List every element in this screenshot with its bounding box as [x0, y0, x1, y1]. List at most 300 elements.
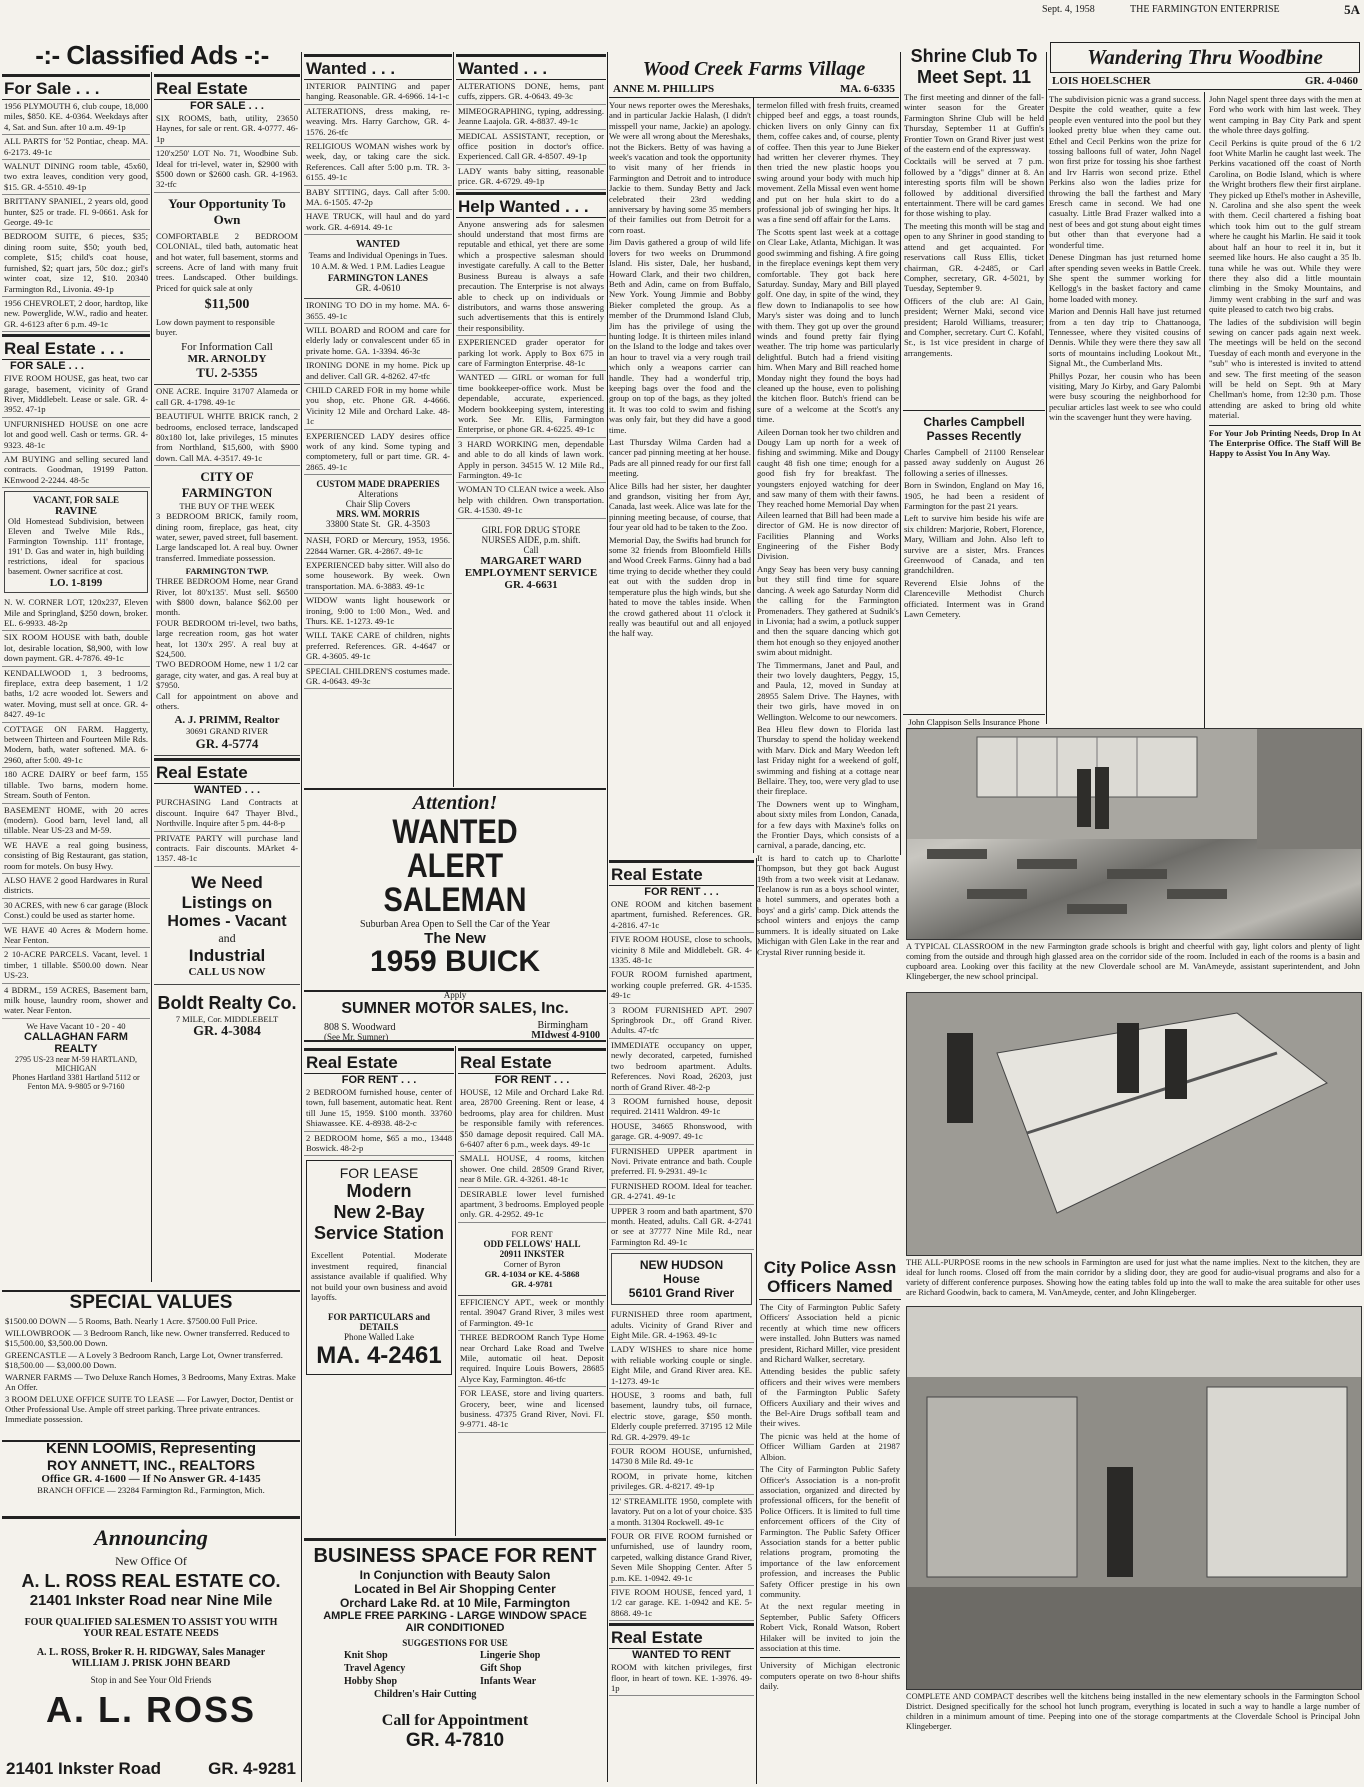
opportunity-phone: TU. 2-5355 — [196, 365, 258, 381]
city-agent: A. J. PRIMM, Realtor — [174, 714, 280, 727]
masthead-paper: THE FARMINGTON ENTERPRISE — [1130, 4, 1280, 15]
campbell-title: Charles Campbell Passes Recently — [923, 415, 1025, 443]
masthead — [1042, 2, 1360, 18]
wanted-ad: EXPERIENCED baby sitter. Will also do some housework. By week. Own transportation. MA. 6-3883. 49-1c — [304, 559, 452, 594]
business-uses — [304, 1648, 606, 1708]
announcing-l5: Stop in and See Your Old Friends — [90, 1675, 212, 1685]
re-ad: AM BUYING and selling secured land contracts. Goodman, 19199 Patton. KEnwood 2-2244. 48-5c — [2, 453, 150, 488]
woodcreek-paragraph: Jim Davis gathered a group of wild life lovers for two weeks on Drummond Island. His sister, Dale, her husband, Howard Clark, and their two children, Beth and Adin, came on from Buffalo, New York. Young Jimmie and Bobby Bieker completed the group. As a member of the Drummond Island Club, Jim has the privilege of using the hunting lodge. It is thirteen miles inland on the Island to the lodge and takes over an hour to travel via a very rough trail which only a weapons carrier can handle. They had a wonderful trip, keeping bags over the food and the group on top of the bags, as they jolted it. It was too cold to swim and fishing was only fair, but they did have a good time. — [609, 237, 751, 435]
special-item: 3 ROOM DELUXE OFFICE SUITE TO LEASE — For Lawyer, Doctor, Dentist or Other Professional Use. Ample off street parking. Three private entrances. Immediate possession. — [5, 1394, 294, 1424]
rent-ad: LADY WISHES to share nice home with reliable working couple or single. Eight Mile, and Grand River area. KE. 1-1273. 49-1c — [609, 1343, 754, 1389]
rent-wanted-ad: ROOM with kitchen privileges, first floor, in heart of town. KE. 1-3976. 49-1p — [609, 1661, 754, 1696]
woodcreek-phone: MA. 6-6335 — [840, 83, 895, 95]
re-wanted-ad: PURCHASING Land Contracts at discount. Inquire 647 Thayer Blvd., Northville. Inquire after 5 pm. 44-8-p — [154, 796, 300, 831]
rent-ad: THREE BEDROOM Ranch Type Home near Orchard Lake Road and Twelve Mile, automatic oil heat. Deposit required. Inquire Louis Bowers, 28685 Alyce Kay, Farmington. 46-tfc — [458, 1331, 606, 1387]
lanes-name: FARMINGTON LANES — [327, 274, 429, 285]
woodcreek-paragraph: Alice Bills had her sister, her daughter and grandson, visiting her from Ayr, Canada, last week. Alice was late for the pinning meeting because, of course, that four year old had to be taken to the Zoo. — [609, 480, 751, 533]
nurse-phone: GR. 4-6631 — [504, 578, 558, 591]
business-l2: Located in Bel Air Shopping Center — [354, 1582, 556, 1596]
re-ad: COTTAGE ON FARM. Haggerty, between Thirteen and Fourteen Mile Rds. Modern, bath, water softened. MA. 6-2960, after 5:00. 49-1c — [2, 723, 150, 769]
rent-ad: 3 ROOM FURNISHED APT. 2907 Springbrook Dr., off Grand River. Adults. 47-tfc — [609, 1004, 754, 1039]
buick-l3: SALEMAN — [383, 881, 527, 919]
re-ad: SIX ROOMS, bath, utility, 23650 Haynes, for sale or rent. GR. 4-0777. 46-1p — [154, 112, 300, 147]
rent-sub-3: FOR RENT . . . — [644, 886, 719, 898]
vacant-phone: LO. 1-8199 — [49, 577, 103, 590]
special-title: SPECIAL VALUES — [69, 1292, 233, 1313]
need-listings-ad — [154, 867, 300, 985]
hudson-ad — [611, 1253, 752, 1305]
woodcreek-paragraph: It is hard to catch up to Charlotte Thompson, but they got back August 19th from a two week visit at Ledanaw. Teelanow is run as a boys school winter, a hotel summers, and operates both a boys' and a girls' camp. Dick attends the school winters and enjoys the camp summers. It is ideally situated on Lake Michigan with Glen Lake in the rear and Crystal River running beside it. — [757, 852, 899, 957]
loomis-branch: BRANCH OFFICE — 23284 Farmington Rd., Farmington, Mich. — [37, 1485, 265, 1495]
re-ad: 120'x250' LOT No. 71, Woodbine Sub. Ideal for tri-level, water in, $2900 with $500 down or $2600 cash. GR. 4-1963. 32-tfc — [154, 147, 300, 193]
vacant-name: RAVINE — [55, 505, 97, 518]
announcing-l2: FOUR QUALIFIED SALESMEN TO ASSIST YOU WITH YOUR REAL ESTATE NEEDS — [24, 1617, 278, 1639]
for-sale-ad: 1956 CHEVROLET, 2 door, hardtop, like new. Powerglide, W.W., radio and heater. GR. 4-6123 after 6 p.m. 49-1c — [2, 297, 150, 332]
city-sub: THE BUY OF THE WEEK — [179, 501, 275, 512]
for-sale-header: For Sale . . . — [2, 74, 150, 100]
classroom-caption: A TYPICAL CLASSROOM in the new Farmington grade schools is bright and cheerful with gay, light colors and plenty of light coming from the outside and through high glassed area on the corridor side of the room. Included in each of the rooms is a basin and cupboard area. Looking over this facility at the new Cloverdale school are M. VanAmeyde, assistant superintendent, and John Klingeberger, the new school principal. — [906, 942, 1360, 981]
col2-re-sub: FOR SALE . . . — [190, 100, 264, 112]
business-space-ad — [304, 1538, 606, 1787]
woodbine-col-b — [1208, 92, 1362, 728]
buick-car: 1959 BUICK — [369, 945, 541, 978]
ross-logo: A. L. ROSS — [45, 1689, 257, 1730]
drapes-contact — [306, 519, 450, 529]
announcing-title: Announcing — [94, 1525, 208, 1550]
woodbine-paragraph: Marion and Dennis Hall have just returned from a ten day trip to Chattanooga, Tennessee, where they visited cousins of Dennis. While they were there they saw all sorts of mountains including Lookout Mt., Signal Mt., the Cumberland Mts. — [1049, 306, 1201, 369]
drapes-name: MRS. WM. MORRIS — [336, 509, 420, 520]
need-l5: Industrial — [188, 945, 266, 965]
inner-divider — [753, 98, 754, 853]
re-wanted-sub: WANTED . . . — [194, 784, 260, 797]
for-sale-ad: 1956 PLYMOUTH 6, club coupe, 18,000 miles, $850. KE. 4-0364. Weekdays after 4, Sat. and Sun. after 10 a.m. 49-1p — [2, 100, 150, 135]
wanted-ad: SPECIAL CHILDREN'S costumes made. GR. 4-0643. 49-3c — [304, 665, 452, 690]
rent-header: Real Estate — [304, 1048, 454, 1074]
shrine-paragraph: The meeting this month will be stag and open to any Shriner in good standing to attend and get acquainted. For reservations call Russ Ellis, ticket chairman, GR. 4-2485, or Carl Compher, secretary, GR. 4-5021, by Tuesday, September 9. — [904, 220, 1044, 294]
wanted-ad: WILL TAKE CARE of children, nights preferred. References. GR. 4-4647 or GR. 4-3605. 49-1c — [304, 629, 452, 664]
business-l1: In Conjunction with Beauty Salon — [359, 1568, 551, 1582]
for-sale-ad: ALL PARTS for '52 Pontiac, cheap. MA. 6-2173. 49-1c — [2, 135, 150, 160]
hudson-l1: NEW HUDSON — [639, 1258, 724, 1273]
woodbine-paragraph: Phillys Pozar, her cousin who has been visiting, Mary Jo Kirby, and Gary Palombi were busy scouring the neighborhood for peculiar articles last week to see who could win the scavenger hunt they were having. — [1049, 370, 1201, 423]
drapes-addr: 33800 State St. — [325, 519, 381, 530]
rent-ad: FURNISHED ROOM. Ideal for teacher. GR. 4-2741. 49-1c — [609, 1180, 754, 1205]
callaghan-addr: 2795 US-23 near M-59 HARTLAND, MICHIGAN — [15, 1054, 137, 1073]
hudson-l2: House — [663, 1272, 700, 1287]
shrine-article — [903, 46, 1045, 446]
rent-ad: EFFICIENCY APT., week or monthly rental. 39047 Grand River, 3 miles west of Farmington. 49-1c — [458, 1296, 606, 1331]
rent-column-a — [304, 1046, 454, 1536]
need-l3: Homes - Vacant — [167, 912, 287, 930]
business-sug: SUGGESTIONS FOR USE — [402, 1638, 508, 1648]
lease-for: FOR LEASE — [339, 1165, 419, 1182]
rent-ad: FOUR ROOM HOUSE, unfurnished, 14730 8 Mile Rd. 49-1c — [609, 1445, 754, 1470]
for-sale-column — [2, 72, 150, 1272]
rent-ad: 3 ROOM furnished house, deposit required. 21411 Waldron. 49-1c — [609, 1095, 754, 1120]
wanted-ad: WILL BOARD and ROOM and care for elderly lady or convalescent under 65 in private home. GA. 1-3394. 46-3c — [304, 324, 452, 359]
buick-l1: WANTED — [392, 813, 518, 851]
police-title: City Police Assn Officers Named — [759, 1258, 901, 1300]
for-sale-ad: WALNUT DINING room table, 45x60, two extra leaves, condition very good, $15. GR. 4-5510. 49-1p — [2, 160, 150, 195]
police-paragraph: The City of Farmington Public Safety Officers' Association held a picnic recently at which time new officers were installed. John Butters was named president, Richard Miller, vice president and Richard Walker, secretary. — [760, 1302, 900, 1365]
city-two: TWO BEDROOM Home, new 1 1/2 car garage, city water, and gas. A real buy at $7950. — [156, 659, 298, 691]
help-ad: 3 HARD WORKING men, dependable and able to do all kinds of lawn work. Apply in person. 34515 W. 12 Mile Rd., Farmington. 49-1c — [456, 438, 606, 484]
announcing-addr: 21401 Inkster Road near Nine Mile — [29, 1592, 273, 1609]
lease-l3: Service Station — [313, 1223, 445, 1244]
business-l4: AMPLE FREE PARKING - LARGE WINDOW SPACE — [323, 1610, 587, 1622]
woodbine-paragraph: John Nagel spent three days with the men at Ford who work with him last week. They went camping in Bay City Park and spent the whole three days golfing. — [1209, 94, 1361, 136]
re-ad: SIX ROOM HOUSE with bath, double lot, desirable location, $8,900, with low down payment. GR. 4-7876. 49-1c — [2, 631, 150, 666]
woodcreek-paragraph: Last Thursday Wilma Carden had a cancer pad pinning meeting at her house. Pads are all pinned ready for our first fall meeting. — [609, 437, 751, 479]
help-ad: EXPERIENCED grader operator for parking lot work. Apply to Box 675 in care of Farmington Enterprise. 48-1c — [456, 336, 606, 371]
business-call: Call for Appointment — [381, 1712, 529, 1729]
lease-phone: MA. 4-2461 — [316, 1342, 442, 1370]
rent-column-b — [458, 1046, 606, 1536]
rent-ad: HOUSE, 34665 Rhonswood, with garage. GR. 4-9097. 49-1c — [609, 1120, 754, 1145]
help-ad: WANTED — GIRL or woman for full time bookkeeper-office work. Must be dependable, accurate, experienced. Modern bookkeeping system, interesting work. See Mr. Ellis, Farmington Enterprise, or phone GR. 4-6225. 49-1c — [456, 371, 606, 437]
rent-ad: 2 BEDROOM home, $65 a mo., 13448 Boswick. 48-2-p — [304, 1132, 454, 1157]
re-wanted-header: Real Estate — [154, 758, 300, 784]
classified-title: -:- Classified Ads -:- — [35, 40, 269, 70]
nurse-name: MARGARET WARD EMPLOYMENT SERVICE — [464, 554, 598, 579]
re-ad: BASEMENT HOME, with 20 acres (modern). Good barn, level land, all tillable. Near US-23 and M-59. — [2, 804, 150, 839]
nurse-l3: Call — [523, 544, 539, 555]
announcing-name: A. L. ROSS REAL ESTATE CO. — [21, 1571, 281, 1591]
rent-ad: FOUR OR FIVE ROOM furnished or unfurnished, use of laundry room, carpeted, walking distance Grand River, Seven Mile Shopping Center. After 5 p.m. KE. 1-0942. 49-1c — [609, 1530, 754, 1586]
drapes-phone: GR. 4-3503 — [387, 519, 430, 530]
ross-bottom-phone: GR. 4-9281 — [208, 1759, 296, 1778]
city-addr: 30691 GRAND RIVER — [185, 726, 269, 737]
hall-ad — [458, 1223, 606, 1296]
re-ad: WE HAVE 40 Acres & Modern home. Near Fenton. — [2, 924, 150, 949]
re-for-sale-header: Real Estate . . . — [2, 334, 150, 360]
re-column-2 — [154, 72, 300, 1282]
lease-part: FOR PARTICULARS and DETAILS — [327, 1312, 431, 1333]
drapes-title: CUSTOM MADE DRAPERIES — [316, 479, 440, 490]
buick-attention: Attention! — [412, 792, 498, 814]
wanted-ad: ALTERATIONS, dress making, re-weaving. Mrs. Harry Garchow, GR. 4-1576. 26-tfc — [304, 105, 452, 140]
wanted-ad: BABY SITTING, days. Call after 5:00. MA. 6-1505. 47-2p — [304, 186, 452, 211]
buick-addr: 808 S. Woodward — [324, 1022, 396, 1033]
campbell-paragraph: Charles Campbell of 21100 Renselear passed away suddenly on August 26 following a series of illnesses. — [904, 447, 1044, 478]
business-l5: AIR CONDITIONED — [405, 1622, 505, 1634]
inner-divider — [1204, 92, 1205, 728]
rent-ad: 2 BEDROOM furnished house, center of town, full basement, automatic heat. Rent till June 15, 1959. $100 month. 33760 Shiawassee. KE. 4-8938. 48-2-c — [304, 1086, 454, 1132]
loomis-agent: KENN LOOMIS, Representing — [45, 1440, 257, 1457]
opportunity-body: COMFORTABLE 2 BEDROOM COLONIAL, tiled bath, automatic heat and hot water, full basement, storms and screens. Acre of land with many fruit trees. Landscaped. Other buildings. Priced for quick sale at only — [156, 230, 298, 293]
masthead-date: Sept. 4, 1958 — [1042, 4, 1095, 15]
woodbine-paragraph: Denese Dingman has just returned home after spending seven weeks in Battle Creek. She spent the summer working for Kellogg's in the basket factory and came home loaded with money. — [1049, 252, 1201, 304]
for-sale-ad: BEDROOM SUITE, 6 pieces, $35; dining room suite, $50; youth bed, complete, $15; child's coat house, furnished, $2; quart jars, 50c doz.; girl's winter coat, size 12, $10. 20340 Farmington Rd., Livonia. 49-1p — [2, 230, 150, 296]
buick-dealer-name: SUMNER MOTOR SALES, Inc. — [341, 1000, 569, 1017]
printing-ad: For Your Job Printing Needs, Drop In At The Enterprise Office. The Staff Will Be Happy to Assist You In Any Way. — [1209, 425, 1361, 459]
city-twp: FARMINGTON TWP. — [185, 566, 269, 577]
need-l4: and — [218, 930, 236, 945]
lease-body: Excellent Potential. Moderate investment required, financial assistance available if qualified. Why not build your own business and avoid layoffs. — [311, 1250, 447, 1303]
use-item: Travel Agency — [344, 1663, 406, 1674]
woodcreek-paragraph: Your news reporter owes the Mereshaks, and in particular Jackie Halash, (I didn't misspell your name, Jackie) an apology. We were all wrong about the Mereshaks, not the Bickers. Betty of was having a week's vacation and took the opportunity to visit many of her friends in Farmington and Detroit and to introduce Jackie to them. Sunday Betty and Jack celebrated their 23rd wedding anniversary by having some 35 members of their families out from Detroit for a corn roast. — [609, 100, 751, 235]
lease-l1: Modern — [346, 1181, 412, 1202]
re-ad: ONE ACRE. Inquire 31707 Alameda or call GR. 4-1798. 49-1c — [154, 385, 300, 410]
all-purpose-photo — [906, 992, 1362, 1256]
boldt-phone: GR. 4-3084 — [193, 1023, 261, 1039]
campbell-paragraph: Reverend Elsie Johns of the Clarenceville Methodist Church officiated. Interment was in Grand Lawn Cemetery. — [904, 577, 1044, 620]
buick-apply: Apply — [443, 990, 467, 1000]
lease-ad — [306, 1160, 452, 1375]
column-divider — [607, 52, 608, 1782]
all-purpose-caption: THE ALL-PURPOSE rooms in the new schools in Farmington are used for just what the name implies. Next to the kitchen, they are ideal for lunch rooms. Closed off from the main corridor by a sliding door, they are good for audio-visual programs and also for a variety of different conference purposes. Showing how the eating tables fold up into the wall to make the area suitable for other uses are Richard Goodwin, back to camera, M. VanAmeyde, center, and John Klingeberger. — [906, 1258, 1360, 1297]
woodbine-article — [1048, 40, 1362, 730]
vacant-body: Old Homestead Subdivision, between Eleven and Twelve Mile Rds., Farmington Township. 111' frontage, 191' D. Gas and water in, high building restrictions, ideal for spacious basement. Owner sacrifice at cost. — [8, 517, 144, 577]
wanted-ad: WIDOW wants light housework or ironing, 9:00 to 1:00 Mon., Wed. and Thurs. KE. 1-1273. 49-1c — [304, 594, 452, 629]
help-wanted-notice: Anyone answering ads for salesmen should understand that most firms are reputable and ethical, yet there are some which a prospective salesman should investigate carefully. A call to the Better Business Bureau is always a safe precaution. The Enterprise is not always able to check up on individuals or distributors, and warns those answering such advertisements that this is entirely their responsibility. — [456, 218, 606, 336]
opportunity-call: For Information Call — [181, 341, 273, 354]
woodcreek-paragraph: The Downers went up to Wingham, about sixty miles from London, Canada, for a few days with Maxine's folks on the Frontier Days, which consists of a carnival, a parade, dancing, etc. — [757, 798, 899, 851]
drapes-l2: Chair Slip Covers — [345, 499, 411, 510]
rent-sub: FOR RENT . . . — [341, 1074, 417, 1086]
woodbine-phone: GR. 4-0460 — [1304, 75, 1358, 87]
shrine-paragraph: Cocktails will be served at 7 p.m. followed by a "diggs" dinner at 8. An interesting sports film will be shown followed by additional diversified entertainment. There will be card games for those wishing to play. — [904, 156, 1044, 219]
re-ad: FIVE ROOM HOUSE, gas heat, two car garage, basement, vicinity of Grand River, Middlebelt. Lease or sale. GR. 4-3952. 47-1p — [2, 372, 150, 418]
woodcreek-col-b — [757, 98, 899, 957]
opportunity-name: MR. ARNOLDY — [187, 353, 267, 366]
special-item: GREENCASTLE — A Lovely 3 Bedroom Ranch, Large Lot, Owner transferred. $18,500.00 — $3,000.00 Down. — [5, 1350, 283, 1370]
hall-l5: GR. 4-1034 or KE. 4-5868 — [484, 1268, 580, 1279]
column-divider — [455, 1046, 456, 1536]
woodcreek-author: ANNE M. PHILLIPS — [613, 83, 715, 95]
special-item: WARNER FARMS — Two Deluxe Ranch Homes, 3 Bedrooms, Many Extras. Make An Offer. — [5, 1372, 296, 1392]
wanted-ad: EXPERIENCED LADY desires office work of any kind. Some typing and comptometery, full or part time. GR. 4-2865. 49-1c — [304, 430, 452, 476]
wanted-ad: ALTERATIONS DONE, hems, pant cuffs, zippers. GR. 4-0643. 49-3c — [456, 80, 606, 105]
opportunity-title: Your Opportunity To Own — [168, 195, 286, 227]
use-item: Hobby Shop — [344, 1676, 398, 1687]
wanted-ad: LADY wants baby sitting, reasonable price. GR. 4-6729. 49-1p — [456, 165, 606, 190]
masthead-page: 5A — [1344, 2, 1360, 17]
police-filler: University of Michigan electronic computers operate on two 8-hour shifts daily. — [760, 1657, 900, 1691]
all-purpose-illustration — [907, 993, 1361, 1255]
lease-l2: New 2-Bay — [333, 1202, 425, 1223]
rent-ad: 12' STREAMLITE 1950, complete with lavatory. Put on a lot of your choice. $35 a month. 31304 Rockwell. 49-1c — [609, 1495, 754, 1530]
campbell-article — [903, 410, 1045, 701]
police-paragraph: At the next regular meeting in September, Public Safety Officers Robert Vick, Ronald Watson, Robert Hilaker will be invited to join the association at this time. — [760, 1601, 900, 1653]
drapes-l1: Alterations — [358, 489, 398, 500]
woodcreek-title: Wood Creek Farms Village — [642, 58, 866, 80]
woodbine-byline — [1048, 73, 1362, 90]
re-ad: WE HAVE a real going business, consisting of Big Restaurant, gas station, room for motels. On busy Hwy. — [2, 839, 150, 874]
drapes-ad — [304, 475, 452, 534]
lanes-phone: GR. 4-0610 — [355, 284, 401, 295]
rent-ad: FIVE ROOM HOUSE, fenced yard, 1 1/2 car garage. KE. 1-0942 and KE. 5-8868. 49-1c — [609, 1586, 754, 1621]
column-divider — [453, 52, 454, 787]
rent-ad: UPPER 3 room and bath apartment, $70 month. Heated, adults. Call GR. 4-2741 or see at 37777 Nine Mile Rd., near Farmington Rd. 49-1c — [609, 1205, 754, 1251]
loomis-ad — [2, 1440, 300, 1514]
column-divider — [301, 52, 302, 1782]
use-item: Children's Hair Cutting — [374, 1689, 477, 1700]
buick-city: Birmingham — [537, 1020, 588, 1031]
announcing-l3: A. L. ROSS, Broker R. H. RIDGWAY, Sales Manager — [36, 1647, 266, 1658]
wanted-header: Wanted . . . — [304, 54, 452, 80]
rent-ad: HOUSE, 12 Mile and Orchard Lake Rd. area, 28700 Greening. Rent or lease, 4 bedrooms, play area for children. Must be responsible family with references. $50 damage deposit required. Call MA. 6-6407 after 6 p.m., week days. 49-1c — [458, 1086, 606, 1152]
vacant-ad — [4, 491, 148, 593]
re-ad: ALSO HAVE 2 good Hardwares in Rural districts. — [2, 874, 150, 899]
wanted-ad: CHILD CARED FOR in my home while you shop, etc. Phone GR. 4-4666. Vicinity 12 Mile and Orchard Lake. 48-1c — [304, 384, 452, 430]
help-wanted-header: Help Wanted . . . — [456, 192, 606, 218]
wanted-ad: IRONING TO DO in my home. MA. 6-3655. 49-1c — [304, 299, 452, 324]
use-item: Lingerie Shop — [480, 1650, 541, 1661]
city-title: CITY OF FARMINGTON — [181, 469, 273, 501]
ross-bottom — [6, 1759, 296, 1785]
special-item: WILLOWBROOK — 3 Bedroom Ranch, like new. Owner transferred. Reduced to $15,500.00, $3,500.00 Down. — [5, 1328, 290, 1348]
lanes-ad — [304, 235, 452, 299]
rent-ad: HOUSE, 3 rooms and bath, full basement, laundry tubs, oil furnace, electric stove, garage, $50 month. Elderly couple preferred. 37195 12 Mile Rd. GR. 4-2979. 49-1c — [609, 1389, 754, 1445]
buick-sub: Suburban Area Open to Sell the Car of the Year — [360, 919, 550, 930]
have-vacant: We Have Vacant 10 - 20 - 40 — [26, 1020, 126, 1031]
need-l2: Listings on — [181, 892, 273, 912]
column-divider — [1046, 52, 1047, 724]
city-ad — [154, 466, 300, 756]
wanted-ad: MEDICAL ASSISTANT, reception, or office position in doctor's office. Experienced. Call GR. 4-8507. 49-1p — [456, 130, 606, 165]
woodbine-col-a — [1048, 92, 1202, 728]
col2-re-header: Real Estate — [154, 74, 300, 100]
wanted-header-2: Wanted . . . — [456, 54, 606, 80]
opportunity-tail: Low down payment to responsible buyer. — [156, 317, 275, 338]
re-for-sale-sub: FOR SALE . . . — [10, 360, 84, 373]
rent-sub-2: FOR RENT . . . — [494, 1074, 570, 1086]
re-ad: UNFURNISHED HOUSE on one acre lot and good well. Cash or terms. GR. 4-9323. 48-1c — [2, 418, 150, 453]
woodbine-paragraph: The subdivision picnic was a grand success. Despite the cold weather, quite a few people even ventured into the pool but they looked pretty blue when they came out. Ethel and Cecil Perkins won the prize for tossing balloons full of water, John Nagel won first prize for tossing his shoe farthest and Irv Harris won second prize. Ethel Perkins also won the ladies prize for throwing the ball the farthest and Mary Eresch came in second. We had one casualty. Little Brad Frazer walked into a nest of bees and got stung about eight times but other than that everyone had a wonderful time. — [1049, 94, 1201, 250]
woodbine-paragraph: The ladies of the subdivision will begin sewing on cancer pads again next week. The meetings will be held on the second Tuesday of each month and everyone in the "sub" who is interested is invited to attend and sew. The first meeting of the season will be held on Sept. 9th at Mary Chellman's home, from 12:30 p.m. Those attending are asked to bring old white material. — [1209, 316, 1361, 421]
rent-ad: FIVE ROOM HOUSE, close to schools, vicinity 8 Mile and Middlebelt. GR. 4-1335. 48-1c — [609, 933, 754, 968]
police-paragraph: Attending besides the public safety officers and their wives were members of the Farmington Public Safety Officers Auxiliary and their wives and the Bel-Aire Drugs softball team and their wives. — [760, 1366, 900, 1429]
callaghan-phones: Phones Hartland 3381 Hartland 5112 or Fenton MA. 9-9805 or 9-7160 — [12, 1072, 140, 1091]
hall-l3: 20911 INKSTER — [499, 1248, 565, 1259]
wanted-ad: INTERIOR PAINTING and paper hanging. Reasonable. GR. 4-6966. 14-1-c — [304, 80, 452, 105]
classroom-illustration — [907, 729, 1361, 939]
buick-dealer — [304, 990, 606, 1042]
boldt-ad — [154, 985, 300, 1048]
opportunity-ad — [154, 193, 300, 385]
loomis-office: Office GR. 4-1600 — If No Answer GR. 4-1435 — [41, 1473, 261, 1485]
city-four: FOUR BEDROOM tri-level, two baths, large recreation room, gas hot water heat, lot 130'x 295'. A real buy at $24,500. — [156, 617, 298, 659]
woodcreek-paragraph: termelon filled with fresh fruits, creamed chipped beef and eggs, a toast rounds, chicken livers on only Ginny can fix them, coffee cakes and, of course, plenty of coffee. Then this year to June Bieker had written her cleverer rhymes. They then tried the new plastic hoops you swing around your body with much hip movement. Zella Missal even went home and put on her hula skirt to do a professional job of swinging her hips. It was a fine send off affair for the Lams. — [757, 100, 899, 225]
rent-header-2: Real Estate — [458, 1048, 606, 1074]
buick-mr: (See Mr. Sumner) — [324, 1032, 389, 1042]
re-ad: 30 ACRES, with new 6 car garage (Block Const.) could be used as starter home. — [2, 899, 150, 924]
woodcreek-byline — [609, 81, 899, 98]
woodcreek-paragraph: The Timmermans, Janet and Paul, and their two lovely daughters, Peggy, 15, and Paula, 12, moved in Sunday at 28955 Salem Drive. The Haynes, with their two girls, have moved in on Wellington. Welcome to our newcomers. — [757, 659, 899, 722]
rent-ad: FOUR ROOM furnished apartment, working couple preferred. GR. 4-1535. 49-1c — [609, 968, 754, 1003]
woodbine-title: Wandering Thru Woodbine — [1050, 42, 1360, 73]
campbell-paragraph: Born in Swindon, England on May 16, 1905, he had been a resident of Farmington for the past 21 years. — [904, 480, 1044, 512]
use-item: Infants Wear — [480, 1676, 537, 1687]
clappison-ad: John Clappison Sells Insurance Phone — [903, 714, 1045, 737]
business-title: BUSINESS SPACE FOR RENT — [313, 1545, 597, 1567]
shrine-paragraph: Officers of the club are: Al Gain, president; Werner Maki, second vice president; Harold Williams, treasurer; and Compher, secretary. Curt C. Kofahl, Sr., is 1st vice president in charge of arrangements. — [904, 295, 1044, 358]
boldt-name: Boldt Realty Co. — [157, 992, 297, 1013]
loomis-firm: ROY ANNETT, INC., REALTORS — [47, 1457, 255, 1473]
wanted-ad: IRONING DONE in my home. Pick up and deliver. Call GR. 4-8262. 47-tfc — [304, 359, 452, 384]
use-item: Knit Shop — [344, 1650, 388, 1661]
hall-l4: Corner of Byron — [503, 1258, 561, 1269]
for-sale-ad: BRITTANY SPANIEL, 2 years old, good hunter, $25 or trade. FI. 9-0661. Ask for George. 49-1c — [2, 195, 150, 230]
woodcreek-paragraph: The Scotts spent last week at a cottage on Clear Lake, Atlanta, Michigan. It was good swimming and fishing. A fire going in the fireplace evenings kept them very comfortable. They got back here Saturday. Sunday, Mary and Bill played golf. One day, in spite of the wind, they flew down to Indianapolis to see how Mary's sister was doing and to lunch with them. They got up over the ground winds and found pretty fair flying weather. The trip home was particularly delightful. Butch had a friend visiting him. When Mary and Bill reached home Monday night they found the boys had cleaned up the house, even to polishing the kitchen floor. Butch's friend can be sure of a welcome at the Scott's any time. — [757, 226, 899, 425]
shrine-title: Shrine Club To Meet Sept. 11 — [910, 46, 1038, 87]
rent-ad: DESIRABLE lower level furnished apartment, 3 bedrooms. Employed people only. GR. 4-2952. 49-1c — [458, 1188, 606, 1223]
city-phone: GR. 4-5774 — [195, 736, 259, 752]
rent-ad: IMMEDIATE occupancy on upper, newly decorated, carpeted, furnished two bedroom apartment. Adults. References. Novi Road, 26203, just north of Grand River. 48-2-p — [609, 1039, 754, 1095]
lanes-title: WANTED — [356, 239, 400, 251]
city-call: Call for appointment on above and others. — [156, 690, 298, 712]
nurse-ad — [456, 519, 606, 597]
re-wanted-ad: PRIVATE PARTY will purchase land contracts. Fair discounts. MArket 4-1357. 48-1c — [154, 832, 300, 867]
police-article — [759, 1258, 901, 1784]
rent-header-3: Real Estate — [609, 860, 754, 886]
hall-l2: ODD FELLOWS' HALL — [483, 1238, 581, 1249]
use-item: Gift Shop — [480, 1663, 522, 1674]
campbell-paragraph: Left to survive him beside his wife are six children: Marjorie, Robert, Florence, Mary, William and John. Also left to survive are a sister, Mrs. Frances Greenwood of Canada, and ten grandchildren. — [904, 513, 1044, 576]
hall-l6: GR. 4-9781 — [511, 1278, 553, 1289]
buick-ad — [304, 788, 606, 992]
need-l6: CALL US NOW — [188, 965, 266, 978]
woodcreek-paragraph: Memorial Day, the Swifts had brunch for some 32 friends from Bloomfield Hills and Wood Creek Farms. Ginny had a bad time trying to decide whether they could eat out with the sudden drop in temperature plus the high winds, but she hated to move the tables inside. When the crowd gathered about 11 o'clock it really was beautiful out and all enjoyed the half way. — [609, 534, 751, 639]
lanes-body: Teams and Individual Openings in Tues. 10 A.M. & Wed. 1 P.M. Ladies League — [308, 250, 448, 271]
callaghan-name: CALLAGHAN FARM REALTY — [24, 1030, 128, 1055]
wanted-ad: RELIGIOUS WOMAN wishes work by week, day, or taking care the sick. References. Call after 5:00 p.m. TR. 3-6155. 49-1c — [304, 140, 452, 186]
woodcreek-col-a — [609, 98, 751, 853]
kitchen-caption: COMPLETE AND COMPACT describes well the kitchens being installed in the new elementary schools in the Farmington School District. Designed specifically for the school hot lunch program, everything is located in such a way to handle a large number of children in a minimum amount of time. Peeping into one of the storage compartments at the Cloverdale School is Principal John Klingeberger. — [906, 1692, 1360, 1731]
rent-ad: FURNISHED UPPER apartment in Novi. Private entrance and bath. Couple preferred. FI. 9-2931. 49-1c — [609, 1145, 754, 1180]
announcing-l4: WILLIAM J. PRISK JOHN BEARD — [71, 1658, 231, 1669]
re-ad: BEAUTIFUL WHITE BRICK ranch, 2 bedrooms, enclosed terrace, landscaped 80x180 lot, lake privileges, 15 minutes from Northland, $15,600, with $900 down. Call MA. 4-3517. 49-1c — [154, 410, 300, 466]
wanted-column-1 — [304, 52, 452, 787]
hall-l1: FOR RENT — [511, 1228, 553, 1239]
rent-wanted-header: Real Estate — [609, 1623, 754, 1649]
column-divider — [900, 52, 901, 855]
kitchen-photo — [906, 1306, 1362, 1690]
hudson-l3: 56101 Grand River — [628, 1286, 735, 1301]
rent-wanted-sub: WANTED TO RENT — [632, 1649, 731, 1662]
city-twp-body: THREE BEDROOM Home, near Grand River, lot 80'x135'. Must sell. $6500 with $800 down, balance $62.00 per month. — [156, 576, 298, 618]
vacant-title: VACANT, FOR SALE — [33, 495, 119, 506]
re-ad: KENDALLWOOD 1, 3 bedrooms, fireplace, extra deep basement, 1 1/2 baths, 1/2 acre wooded lot. Sewers and water. Moving, must sell at once. GR. 4-8427. 49-1c — [2, 667, 150, 723]
buick-phone: MIdwest 4-9100 — [531, 1030, 600, 1041]
police-paragraph: The City of Farmington Public Safety Officer's Association is a non-profit association, organized and directed by professional officers, for the benefit of Police Officers. It is limited to full time enforcement officers of the City of Farmington. The Public Safety Officer Association stands for a better public relations program, promoting the importance of the law enforcement profession, and increases the Public Safety Officer prestige in his own community. — [760, 1464, 900, 1599]
column-divider — [756, 858, 757, 1784]
announcing-l1: New Office Of — [115, 1554, 187, 1568]
help-ad: WOMAN TO CLEAN twice a week. Also help with children. Own transportation. GR. 4-1530. 49-1c — [456, 483, 606, 518]
classroom-photo — [906, 728, 1362, 940]
column-divider — [151, 72, 152, 1282]
nurse-l1: GIRL FOR DRUG STORE — [481, 524, 581, 535]
opportunity-price: $11,500 — [204, 297, 250, 313]
police-paragraph: The picnic was held at the home of Officer William Garden at 21987 Albion. — [760, 1430, 900, 1462]
woodbine-paragraph: Cecil Perkins is quite proud of the 6 1/2 foot White Marlin he caught last week. The Perkins vacationed off the coast of North Carolina, on Bodie Island, which is where the Wright brothers flew their first airplane. They picked up Ethel's mother in Asheville, N. Carolina and she also spent the week with them. Cecil chartered a fishing boat which took him out to the gulf stream where he caught his Marlin. He said it took about half an hour to reel it in, but it seemed like hours. He also caught a 35 lb. tuna while he was out. While they were there they also did a little mountain climbing in the Smoky Mountains, and Jimmy went crabbing in the surf and was quite pleased to catch two big crabs. — [1209, 137, 1361, 315]
special-item: $1500.00 DOWN — 5 Rooms, Bath. Nearly 1 Acre. $7500.00 Full Price. — [5, 1316, 258, 1326]
woodcreek-paragraph: Angy Seay has been very busy canning but they still find time for square dancing. A week ago Saturday Norm did the calling for the Farmington Promenaders. They gathered at Sudnik's in Livonia; had a swim, a potluck supper and then the square dancing which got them hot enough so they enjoyed another swim about midnight. — [757, 563, 899, 658]
wanted-column-2 — [456, 52, 606, 787]
re-ad: N. W. CORNER LOT, 120x237, Eleven Mile and Springland, $250 down, broker. EL. 6-9933. 48-2p — [2, 596, 150, 631]
woodcreek-paragraph: Aileen Dornan took her two children and Dougy Lam up north for a week of fishing and swimming. Mike and Dougy caught 48 fish one time; enough for a good fish fry for breakfast. The youngsters enjoyed watching for deer and saw many of them with their fawns. They reached home Memorial Day when Aileen learned that Bill had been made a director of GM. He is now director of Facilities Planning and Works Engineering of the Fisher Body Division. — [757, 426, 899, 562]
woodcreek-paragraph: Bea Hleu flew down to Florida last Thursday to spend the holiday weekend with Marv. Dick and Mary Weedon left last Friday night for a weekend of golf, swimming and fishing at a cottage near Bellaire. They, too, were very glad to use their fireplace. — [757, 723, 899, 797]
wanted-ad: NASH, FORD or Mercury, 1953, 1956. 22844 Warner. GR. 4-2867. 49-1c — [304, 534, 452, 559]
buick-new: The New — [424, 930, 486, 947]
rent-ad: ROOM, in private home, kitchen privileges. GR. 4-8217. 49-1p — [609, 1470, 754, 1495]
rent-ad: ONE ROOM and kitchen basement apartment, furnished. References. GR. 4-2816. 47-1c — [609, 898, 754, 933]
special-values-ad — [2, 1290, 300, 1442]
buick-l2: ALERT — [406, 847, 504, 885]
business-phone: GR. 4-7810 — [405, 1730, 505, 1751]
re-ad: 180 ACRE DAIRY or beef farm, 155 tillable. Two barns, modern home. Stream. South of Fenton. — [2, 768, 150, 803]
